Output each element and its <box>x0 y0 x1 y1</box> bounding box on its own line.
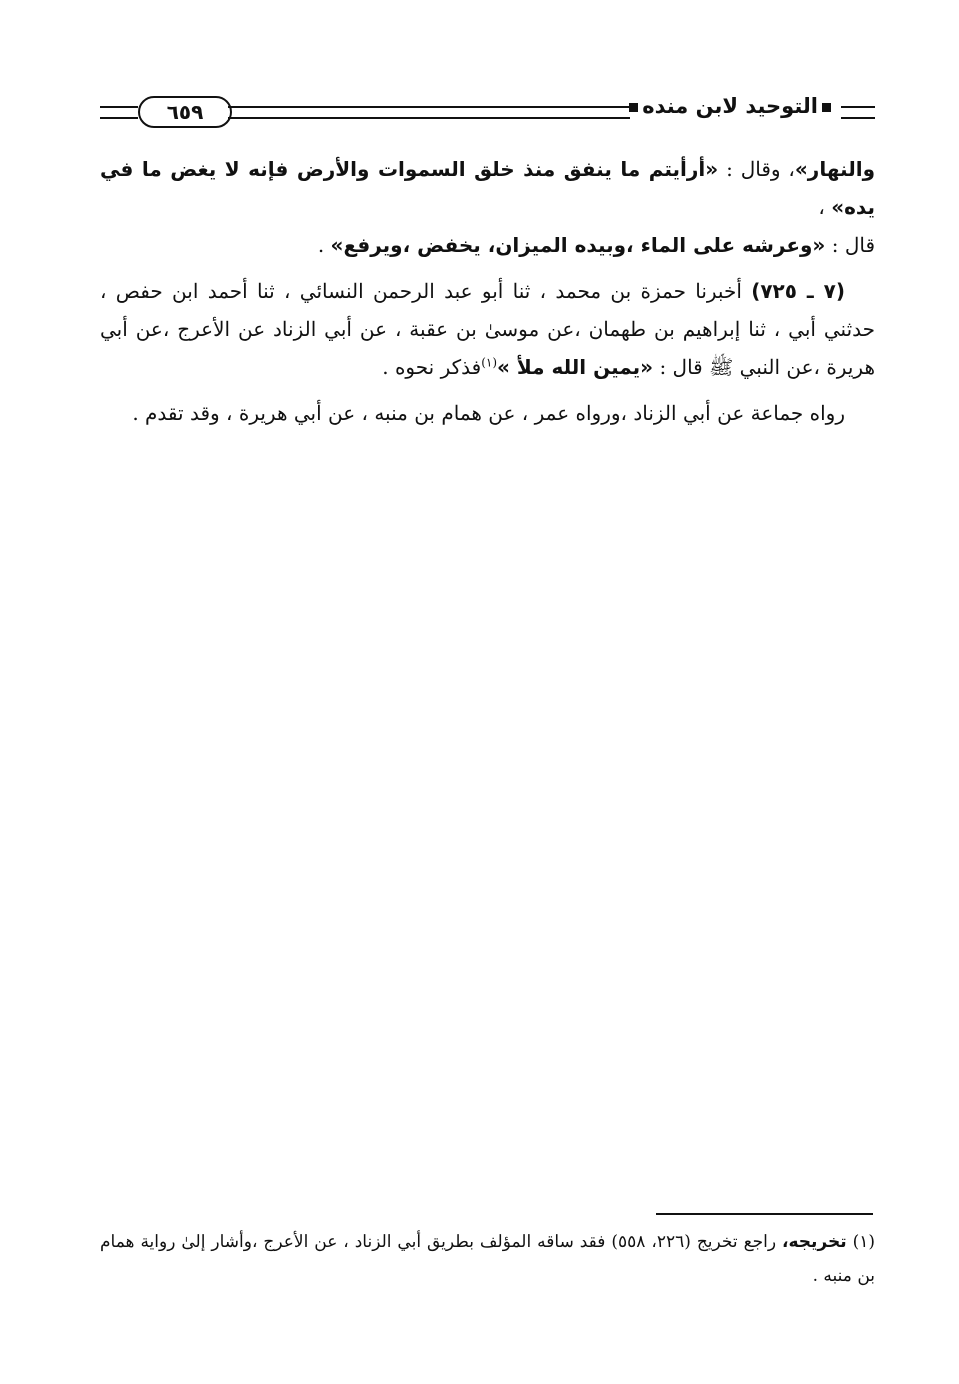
text-fragment: ، وقال : <box>718 157 795 181</box>
text-fragment: فذكر نحوه . <box>382 355 482 379</box>
footnote-number: (١) <box>852 1232 876 1252</box>
running-title <box>625 94 835 118</box>
header-rule-right <box>841 106 875 119</box>
page-header <box>100 92 875 132</box>
text-fragment: ، <box>818 195 832 219</box>
hadith-paragraph <box>100 272 875 386</box>
text-fragment: قال : <box>825 233 875 257</box>
hadith-number: (٧ ـ ٧٢٥) <box>751 279 845 303</box>
main-text <box>100 150 875 440</box>
square-bullet-icon <box>822 103 831 112</box>
hadith-quote: «وعرشه على الماء ،وبيده الميزان، يخفض ،ويرفع» <box>330 233 826 257</box>
quote-fragment: والنهار» <box>794 157 875 181</box>
page-number: ٦٥٩ <box>138 96 232 128</box>
header-rule-left <box>100 106 138 119</box>
footnote-label: تخريجه، <box>782 1232 847 1252</box>
footnote-reference[interactable]: (١) <box>481 355 498 370</box>
isnad-text: أخبرنا حمزة بن محمد ، ثنا أبو عبد الرحمن النسائي ، ثنا أحمد ابن حفص ، حدثني أبي ، ثنا إبراهيم بن طهمان ،عن موسىٰ بن عقبة ، عن أبي الزناد عن الأعرج ،عن أبي هريرة ،عن النبي ﷺ قال : <box>100 279 875 379</box>
header-rule-middle <box>228 106 630 119</box>
hadith-quote: «يمين الله ملأ » <box>497 355 654 379</box>
footnote-separator <box>656 1213 873 1215</box>
square-bullet-icon <box>629 103 638 112</box>
footnote <box>100 1225 875 1293</box>
text-fragment: . <box>317 233 331 257</box>
hadith-quote: «أرأيتم ما ينفق منذ خلق السموات والأرض فإنه لا يغض ما في يده» <box>100 157 875 219</box>
running-title-text: التوحيد لابن منده <box>642 94 818 118</box>
paragraph-continuation <box>100 150 875 264</box>
footnote-text: راجع تخريج (٢٢٦، ٥٥٨) فقد ساقه المؤلف بطريق أبي الزناد ، عن الأعرج ،وأشار إلىٰ رواية همام بن منبه . <box>100 1232 875 1286</box>
commentary-paragraph: رواه جماعة عن أبي الزناد ،ورواه عمر ، عن همام بن منبه ، عن أبي هريرة ، وقد تقدم . <box>132 401 845 425</box>
